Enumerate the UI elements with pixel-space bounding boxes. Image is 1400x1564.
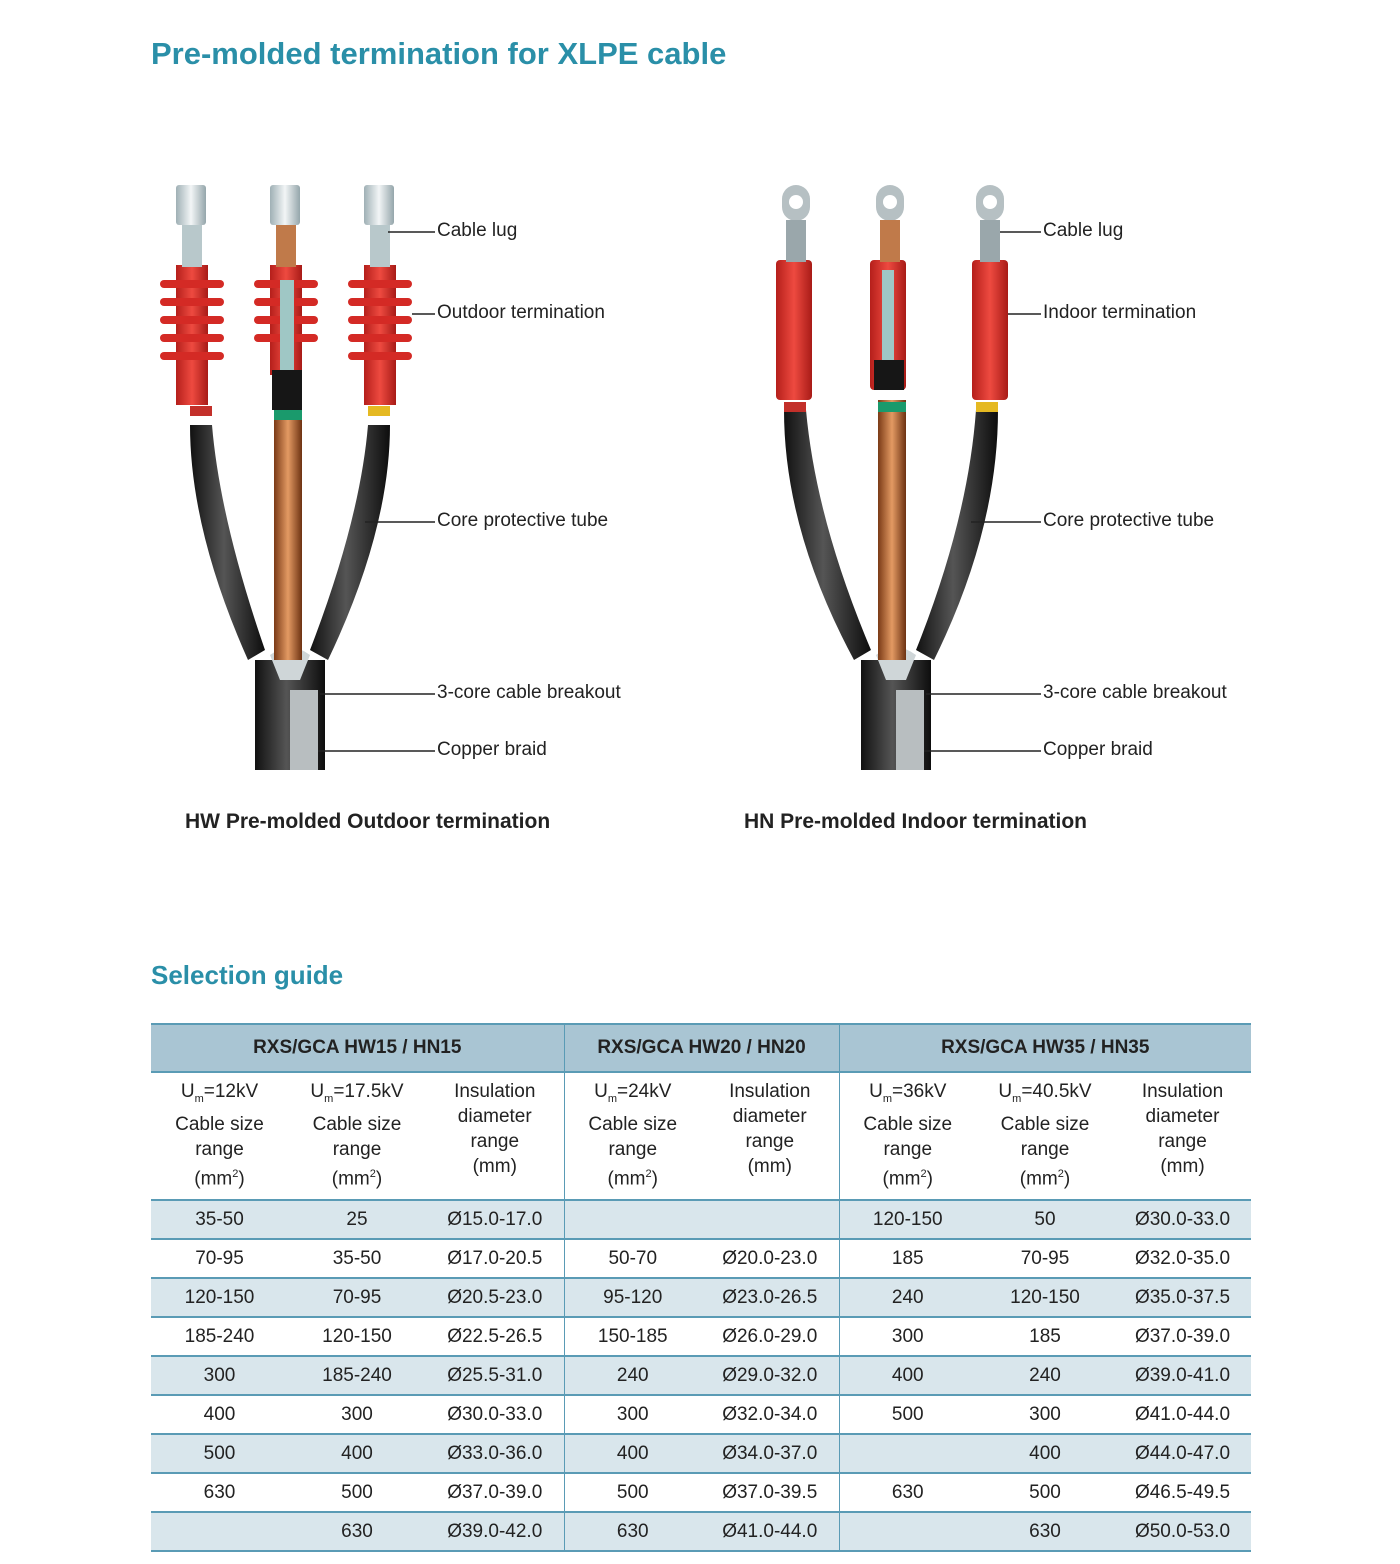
table-cell: Ø32.0-35.0 <box>1114 1239 1251 1278</box>
table-cell: 500 <box>288 1473 426 1512</box>
table-row <box>151 1395 1251 1434</box>
callout-cable-lug: Cable lug <box>1043 220 1124 241</box>
table-cell: Ø20.5-23.0 <box>426 1278 564 1317</box>
table-cell: 240 <box>564 1356 701 1395</box>
table-body <box>151 1200 1251 1551</box>
table-cell <box>839 1512 976 1551</box>
table-cell: 70-95 <box>288 1278 426 1317</box>
col-header-insulation-20: Insulation diameter range (mm) <box>701 1072 839 1200</box>
table-cell: 185-240 <box>151 1317 288 1356</box>
table-cell <box>564 1200 701 1239</box>
selection-guide-table <box>151 1023 1251 1552</box>
column-header-row <box>151 1072 1251 1200</box>
table-cell: Ø50.0-53.0 <box>1114 1512 1251 1551</box>
table-cell: 70-95 <box>151 1239 288 1278</box>
table-cell: 120-150 <box>976 1278 1114 1317</box>
table-cell: 50-70 <box>564 1239 701 1278</box>
table-row <box>151 1356 1251 1395</box>
group-header-hw15-hn15: RXS/GCA HW15 / HN15 <box>151 1024 564 1072</box>
table-cell: Ø25.5-31.0 <box>426 1356 564 1395</box>
col-header-12kv: $U_m=12kV$ Cable size range $(mm^2)$ <box>151 1072 288 1200</box>
table-row <box>151 1434 1251 1473</box>
table-cell: 120-150 <box>288 1317 426 1356</box>
table-row <box>151 1239 1251 1278</box>
table-cell: 300 <box>839 1317 976 1356</box>
group-header-hw20-hn20: RXS/GCA HW20 / HN20 <box>564 1024 839 1072</box>
callout-cable-lug: Cable lug <box>437 220 518 241</box>
table-cell: 630 <box>564 1512 701 1551</box>
selection-guide-title: Selection guide <box>151 960 344 990</box>
callout-copper-braid: Copper braid <box>437 739 547 760</box>
col-header-insulation-15: Insulation diameter range (mm) <box>426 1072 564 1200</box>
group-header-hw35-hn35: RXS/GCA HW35 / HN35 <box>839 1024 1251 1072</box>
table-cell: Ø34.0-37.0 <box>701 1434 839 1473</box>
caption-outdoor: HW Pre-molded Outdoor termination <box>185 810 551 833</box>
table-cell: Ø26.0-29.0 <box>701 1317 839 1356</box>
table-cell: 630 <box>151 1473 288 1512</box>
table-cell: Ø37.0-39.5 <box>701 1473 839 1512</box>
callout-core-protective-tube: Core protective tube <box>1043 510 1215 531</box>
table-cell: 150-185 <box>564 1317 701 1356</box>
table-cell: 630 <box>839 1473 976 1512</box>
table-cell: Ø15.0-17.0 <box>426 1200 564 1239</box>
table-cell: Ø37.0-39.0 <box>426 1473 564 1512</box>
table-cell: 240 <box>976 1356 1114 1395</box>
table-cell: Ø41.0-44.0 <box>1114 1395 1251 1434</box>
table-cell: 400 <box>976 1434 1114 1473</box>
table-cell: 95-120 <box>564 1278 701 1317</box>
table-cell: Ø39.0-41.0 <box>1114 1356 1251 1395</box>
table-row <box>151 1317 1251 1356</box>
table-cell: 70-95 <box>976 1239 1114 1278</box>
table-cell: Ø23.0-26.5 <box>701 1278 839 1317</box>
table-cell: 500 <box>839 1395 976 1434</box>
table-cell: Ø39.0-42.0 <box>426 1512 564 1551</box>
table-cell: Ø37.0-39.0 <box>1114 1317 1251 1356</box>
table-cell <box>701 1200 839 1239</box>
col-header-insulation-35: Insulation diameter range (mm) <box>1114 1072 1251 1200</box>
table-cell: 185 <box>839 1239 976 1278</box>
table-cell: Ø46.5-49.5 <box>1114 1473 1251 1512</box>
table-row <box>151 1473 1251 1512</box>
table-cell: 300 <box>151 1356 288 1395</box>
table-cell: Ø30.0-33.0 <box>1114 1200 1251 1239</box>
table-cell: 300 <box>564 1395 701 1434</box>
callout-copper-braid: Copper braid <box>1043 739 1153 760</box>
table-cell: Ø33.0-36.0 <box>426 1434 564 1473</box>
table-cell: Ø30.0-33.0 <box>426 1395 564 1434</box>
callout-core-protective-tube: Core protective tube <box>437 510 609 531</box>
table-cell: 630 <box>288 1512 426 1551</box>
table-cell: 185 <box>976 1317 1114 1356</box>
table-cell: Ø35.0-37.5 <box>1114 1278 1251 1317</box>
table-cell: 120-150 <box>839 1200 976 1239</box>
col-header-36kv: $U_m=36kV$ Cable size range $(mm^2)$ <box>839 1072 976 1200</box>
table-cell: 25 <box>288 1200 426 1239</box>
group-header-row <box>151 1024 1251 1072</box>
table-cell: 500 <box>564 1473 701 1512</box>
table-cell <box>151 1512 288 1551</box>
table-cell: Ø20.0-23.0 <box>701 1239 839 1278</box>
callout-outdoor-termination: Outdoor termination <box>437 302 605 323</box>
table-cell: 400 <box>839 1356 976 1395</box>
figure-outdoor-termination <box>150 170 670 780</box>
table-row <box>151 1512 1251 1551</box>
table-cell: 630 <box>976 1512 1114 1551</box>
table-cell: 300 <box>288 1395 426 1434</box>
table-cell: 35-50 <box>288 1239 426 1278</box>
callout-indoor-termination: Indoor termination <box>1043 302 1197 323</box>
figure-indoor-termination <box>756 170 1276 780</box>
page-title: Pre-molded termination for XLPE cable <box>151 36 727 71</box>
table-cell: Ø22.5-26.5 <box>426 1317 564 1356</box>
table-cell: Ø29.0-32.0 <box>701 1356 839 1395</box>
table-cell: 500 <box>976 1473 1114 1512</box>
col-header-24kv: $U_m=24kV$ Cable size range $(mm^2)$ <box>564 1072 701 1200</box>
table-cell: 400 <box>564 1434 701 1473</box>
table-cell: 120-150 <box>151 1278 288 1317</box>
table-cell: Ø44.0-47.0 <box>1114 1434 1251 1473</box>
table-cell: 300 <box>976 1395 1114 1434</box>
table-cell: Ø41.0-44.0 <box>701 1512 839 1551</box>
col-header-40-5kv: $U_m=40.5kV$ Cable size range $(mm^2)$ <box>976 1072 1114 1200</box>
table-cell: 240 <box>839 1278 976 1317</box>
table-row <box>151 1200 1251 1239</box>
table-cell: Ø32.0-34.0 <box>701 1395 839 1434</box>
callout-cable-breakout: 3-core cable breakout <box>1043 682 1227 703</box>
caption-indoor: HN Pre-molded Indoor termination <box>744 810 1088 833</box>
col-header-17-5kv: $U_m=17.5kV$ Cable size range $(mm^2)$ <box>288 1072 426 1200</box>
table-cell: 50 <box>976 1200 1114 1239</box>
table-cell: Ø17.0-20.5 <box>426 1239 564 1278</box>
table-cell: 400 <box>288 1434 426 1473</box>
table-cell: 185-240 <box>288 1356 426 1395</box>
table-cell: 400 <box>151 1395 288 1434</box>
table-cell: 35-50 <box>151 1200 288 1239</box>
callout-cable-breakout: 3-core cable breakout <box>437 682 621 703</box>
table-cell: 500 <box>151 1434 288 1473</box>
table-cell <box>839 1434 976 1473</box>
table-row <box>151 1278 1251 1317</box>
